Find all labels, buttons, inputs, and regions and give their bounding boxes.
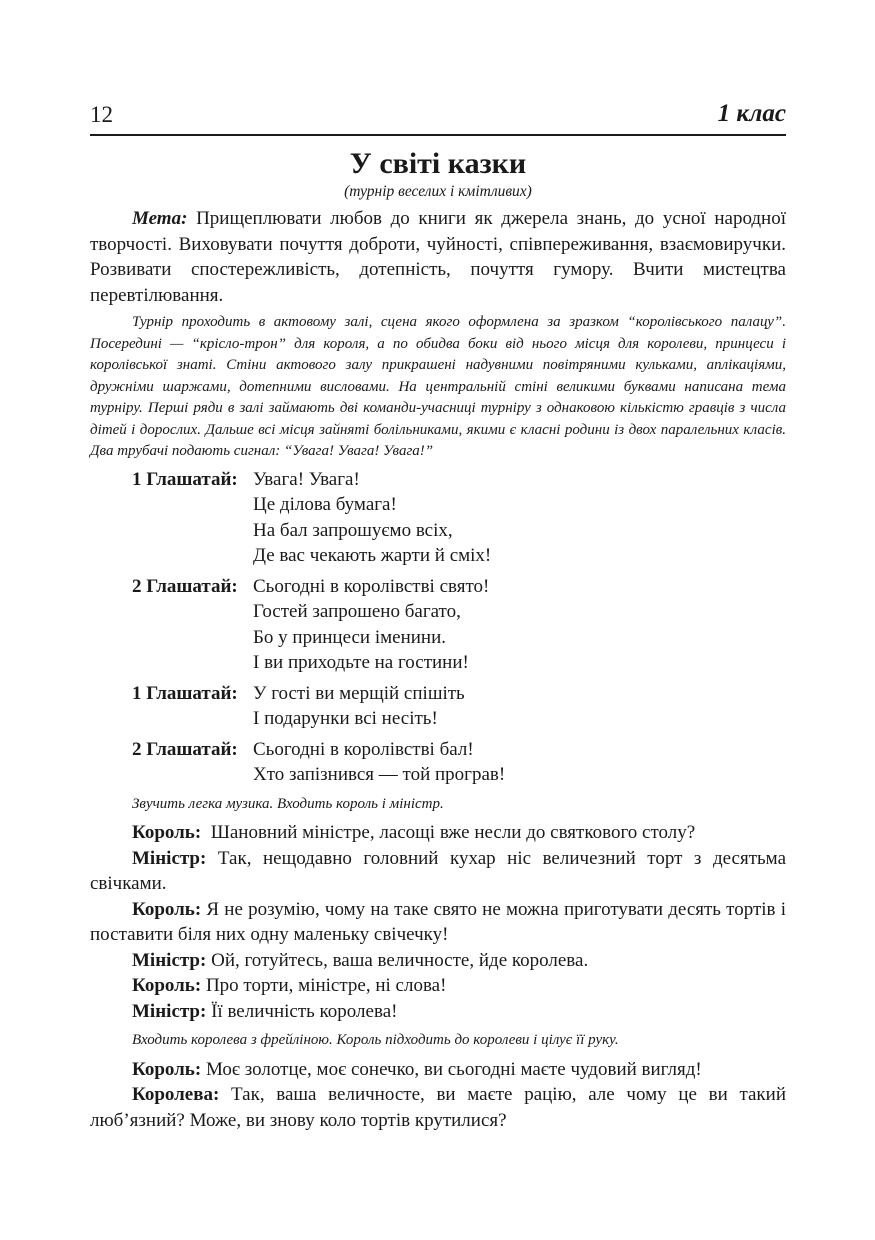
- dialogue-speaker: Король:: [132, 975, 202, 996]
- stage-direction-queen: Входить королева з фрейліною. Король підходить до королеви і цілує її руку.: [132, 1032, 619, 1048]
- page-header: [90, 100, 786, 136]
- dialogue-line: [90, 948, 786, 974]
- verse-line: На бал запрошуємо всіх,: [253, 519, 453, 541]
- dialogue-line: [90, 846, 786, 897]
- goal-text: Прищеплювати любов до книги як джерела знань, до усної народної творчості. Виховувати почуття доброти, чуйності, співпереживання, взаємовиручки. Розвивати спостережливість, дотепність, почуття гумору. Вчити мистецтва перевтілювання.: [90, 208, 787, 306]
- dialogue-speaker: Король:: [132, 898, 202, 920]
- section-label: 1 клас: [717, 100, 786, 127]
- dialogue-speaker: Міністр:: [132, 1000, 207, 1022]
- stage-direction-intro: Турнір проходить в актовому залі, сцена якого оформлена за зразком “королівського палацу”. Посередині — “крісло-трон” для короля, а по обидва боки від нього місця для королеви, принцеси і королівської знаті. Стіни актового залу прикрашені надувними повітряними кульками, аплікаціями, дружніми шаржами, дотепними висловами. На центральній стіні великими буквами написана тема турніру. Перші ряди в залі займають дві команди-учасниці турніру з однаковою кількістю гравців з числа дітей і дорослих. Дальше всі місця зайняті болільниками, якими є класні родини із двох паралельних класів. Два трубачі подають сигнал: “Увага! Увага! Увага!”: [90, 314, 786, 459]
- dialogue-line: [90, 820, 786, 846]
- dialogue-line: [90, 1057, 786, 1083]
- verse-speaker: 1 Глашатай:: [132, 468, 238, 490]
- verse-block: [90, 467, 786, 569]
- verse-line: Хто запізнився — той програв!: [253, 764, 506, 785]
- verse-block: [90, 574, 786, 676]
- verse-speaker: 1 Глашатай:: [132, 682, 238, 704]
- dialogue-speaker: Король:: [132, 822, 202, 843]
- goal-paragraph: [90, 206, 786, 308]
- verse-line: Це ділова бумага!: [253, 494, 397, 515]
- page-number: 12: [90, 102, 113, 127]
- dialogue-line: [90, 897, 786, 948]
- verse-line: Бо у принцеси іменини.: [253, 626, 446, 648]
- goal-label: Мета:: [132, 208, 188, 229]
- dialogue-text: Так, ваша величносте, ви маєте рацію, але чому це ви такий люб’язний? Може, ви знову коло тортів крутилися?: [90, 1084, 787, 1131]
- dialogue-text: Я не розумію, чому на таке свято не можна приготувати десять тортів і поставити біля них одну маленьку свічечку!: [90, 898, 787, 945]
- dialogue-speaker: Королева:: [132, 1084, 220, 1105]
- verse-line: І подарунки всі несіть!: [253, 708, 438, 729]
- verse-line: І ви приходьте на гостини!: [253, 652, 469, 673]
- verse-speaker: 2 Глашатай:: [132, 738, 238, 760]
- dialogue-text: Шановний міністре, ласощі вже несли до святкового столу?: [210, 822, 696, 843]
- dialogue-speaker: Міністр:: [132, 949, 207, 971]
- verse-line: Гостей запрошено багато,: [253, 601, 461, 622]
- page-title: У світі казки: [349, 147, 527, 180]
- dialogue-text: Ой, готуйтесь, ваша величносте, йде королева.: [211, 949, 589, 971]
- verse-line: У гості ви мерщій спішіть: [253, 682, 465, 704]
- verse-line: Де вас чекають жарти й сміх!: [253, 545, 492, 566]
- verse-line: Сьогодні в королівстві свято!: [253, 575, 490, 597]
- verse-speaker: 2 Глашатай:: [132, 575, 238, 597]
- dialogue-text: Так, нещодавно головний кухар ніс величезний торт з десятьма свічками.: [90, 847, 786, 894]
- dialogue-speaker: Король:: [132, 1058, 202, 1080]
- dialogue-speaker: Міністр:: [132, 847, 207, 869]
- document-page: [90, 100, 786, 1133]
- stage-direction-music: Звучить легка музика. Входить король і міністр.: [132, 795, 444, 812]
- dialogue-text: Її величність королева!: [211, 1000, 398, 1022]
- dialogue-text: Про торти, міністре, ні слова!: [205, 975, 447, 996]
- verse-line: Увага! Увага!: [253, 468, 360, 490]
- dialogue-line: [90, 1082, 786, 1133]
- page-subtitle: (турнір веселих і кмітливих): [344, 183, 532, 200]
- verse-block: [90, 681, 786, 732]
- dialogue-line: [90, 999, 786, 1025]
- verse-block: [90, 737, 786, 788]
- verse-line: Сьогодні в королівстві бал!: [253, 738, 474, 760]
- dialogue-line: [90, 973, 786, 999]
- dialogue-text: Моє золотце, моє сонечко, ви сьогодні маєте чудовий вигляд!: [205, 1058, 702, 1080]
